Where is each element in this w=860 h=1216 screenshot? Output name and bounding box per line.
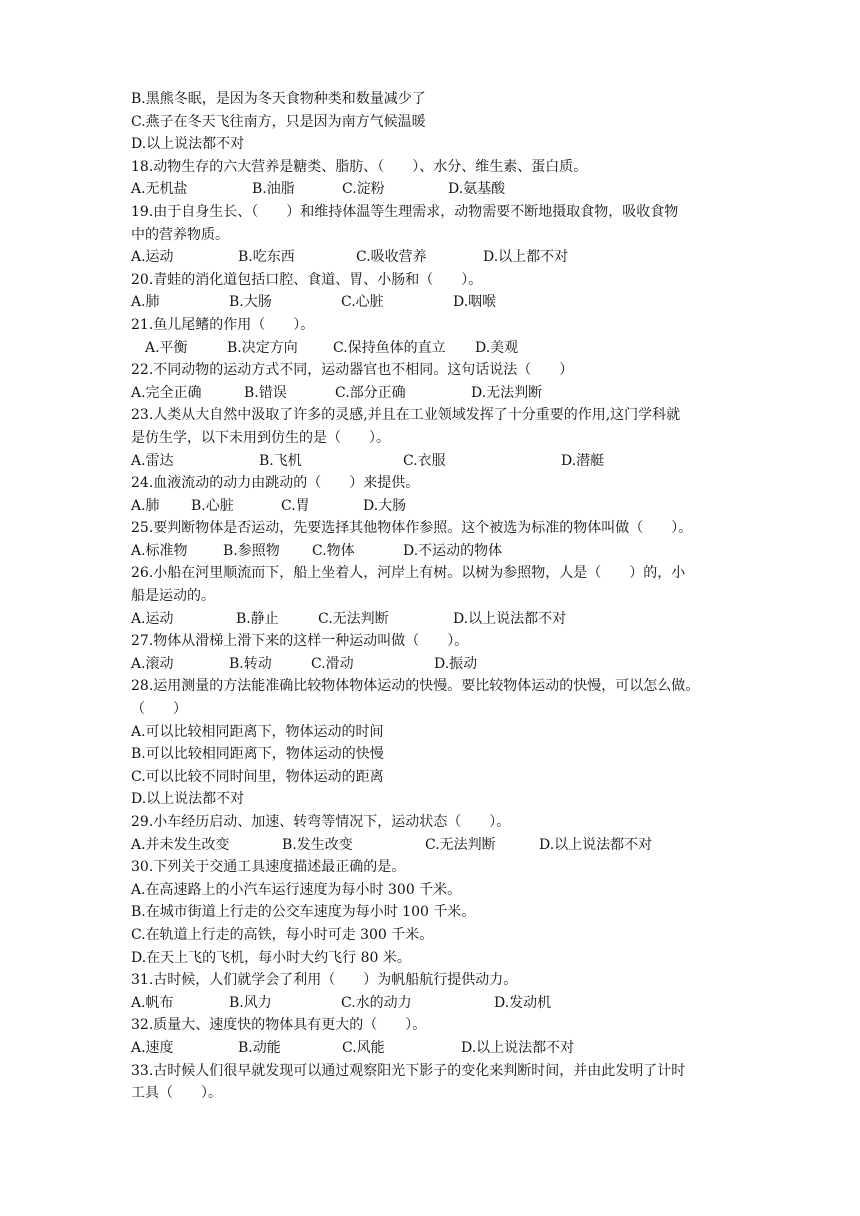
text-line: B.在城市街道上行走的公交车速度为每小时 100 千米。 <box>131 904 476 921</box>
answer-option: B.飞机 <box>259 452 302 469</box>
answer-option: B.风力 <box>229 994 272 1011</box>
text-line: D.以上说法都不对 <box>131 136 245 153</box>
answer-option: D.无法判断 <box>471 384 543 401</box>
answer-option: D.大肠 <box>363 497 407 514</box>
options-line <box>131 608 731 631</box>
text-line: 工具（ ）。 <box>131 1085 222 1102</box>
options-line <box>131 450 731 473</box>
answer-option: C.部分正确 <box>335 384 406 401</box>
answer-option: D.咽喉 <box>453 294 497 311</box>
answer-option: D.振动 <box>434 655 478 672</box>
answer-option: D.以上说法都不对 <box>461 1039 575 1056</box>
answer-option: B.大肠 <box>229 294 272 311</box>
answer-option: B.油脂 <box>252 181 295 198</box>
answer-option: C.水的动力 <box>341 994 412 1011</box>
text-line: C.燕子在冬天飞往南方，只是因为南方气候温暖 <box>131 113 426 130</box>
text-line: C.可以比较不同时间里，物体运动的距离 <box>131 768 384 785</box>
text-line: D.以上说法都不对 <box>131 791 245 808</box>
options-line <box>131 540 731 563</box>
answer-option: C.风能 <box>342 1039 385 1056</box>
answer-option: A.平衡 <box>145 339 188 356</box>
answer-option: A.完全正确 <box>131 384 202 401</box>
options-line <box>131 495 731 518</box>
text-line: 30.下列关于交通工具速度描述最正确的是。 <box>131 859 406 876</box>
question-list <box>131 88 731 1105</box>
answer-option: B.动能 <box>238 1039 281 1056</box>
text-line: （ ） <box>131 701 187 718</box>
answer-option: B.错误 <box>244 384 287 401</box>
text-line: 32.质量大、速度快的物体具有更大的（ ）。 <box>131 1017 427 1034</box>
options-line <box>131 337 731 360</box>
answer-option: C.淀粉 <box>342 181 385 198</box>
text-line: 19.由于自身生长、（ ）和维持体温等生理需求，动物需要不断地摄取食物，吸收食物 <box>131 203 679 220</box>
answer-option: C.保持鱼体的直立 <box>333 339 446 356</box>
answer-option: C.心脏 <box>341 294 384 311</box>
answer-option: A.帆布 <box>131 994 174 1011</box>
text-line: 25.要判断物体是否运动，先要选择其他物体作参照。这个被选为标准的物体叫做（ ）。 <box>131 520 693 537</box>
options-line <box>131 382 731 405</box>
answer-option: C.胃 <box>281 497 310 514</box>
options-line <box>131 246 731 269</box>
options-line <box>131 834 731 857</box>
answer-option: C.无法判断 <box>425 836 496 853</box>
answer-option: D.发动机 <box>494 994 552 1011</box>
answer-option: A.标准物 <box>131 542 188 559</box>
options-line <box>131 653 731 676</box>
text-line: 23.人类从大自然中汲取了许多的灵感,并且在工业领域发挥了十分重要的作用,这门学科就 <box>131 407 681 424</box>
answer-option: A.速度 <box>131 1039 174 1056</box>
answer-option: C.无法判断 <box>318 610 389 627</box>
answer-option: B.参照物 <box>223 542 280 559</box>
options-line <box>131 178 731 201</box>
answer-option: D.以上都不对 <box>483 249 569 266</box>
text-line: B.可以比较相同距离下，物体运动的快慢 <box>131 746 384 763</box>
text-line: 31.古时候，人们就学会了利用（ ）为帆船航行提供动力。 <box>131 972 518 989</box>
text-line: A.可以比较相同距离下，物体运动的时间 <box>131 723 384 740</box>
answer-option: A.运动 <box>131 610 174 627</box>
answer-option: C.物体 <box>312 542 355 559</box>
answer-option: B.决定方向 <box>227 339 298 356</box>
text-line: D.在天上飞的飞机，每小时大约飞行 80 米。 <box>131 949 411 966</box>
text-line: 是仿生学，以下未用到仿生的是（ ）。 <box>131 429 390 446</box>
answer-option: A.滚动 <box>131 655 174 672</box>
answer-option: A.雷达 <box>131 452 174 469</box>
answer-option: D.美观 <box>475 339 519 356</box>
answer-option: A.并未发生改变 <box>131 836 230 853</box>
answer-option: A.运动 <box>131 249 174 266</box>
text-line: 中的营养物质。 <box>131 226 229 243</box>
answer-option: D.潜艇 <box>561 452 605 469</box>
text-line: 18.动物生存的六大营养是糖类、脂肪、（ ）、水分、维生素、蛋白质。 <box>131 158 588 175</box>
text-line: B.黑熊冬眠，是因为冬天食物种类和数量减少了 <box>131 91 426 107</box>
text-line: 22.不同动物的运动方式不同，运动器官也不相同。这句话说法（ ） <box>131 362 574 379</box>
text-line: 33.古时候人们很早就发现可以通过观察阳光下影子的变化来判断时间，并由此发明了计时 <box>131 1062 686 1079</box>
text-line: 26.小船在河里顺流而下，船上坐着人，河岸上有树。以树为参照物，人是（ ）的，小 <box>131 565 686 582</box>
answer-option: A.无机盐 <box>131 181 188 198</box>
answer-option: B.发生改变 <box>282 836 353 853</box>
text-line: 21.鱼儿尾鳍的作用（ ）。 <box>131 316 315 333</box>
answer-option: D.以上说法都不对 <box>453 610 567 627</box>
text-line: 29.小车经历启动、加速、转弯等情况下，运动状态（ ）。 <box>131 814 511 830</box>
text-line: 27.物体从滑梯上滑下来的这样一种运动叫做（ ）。 <box>131 633 469 650</box>
options-line <box>131 291 731 314</box>
text-line: 28.运用测量的方法能准确比较物体物体运动的快慢。要比较物体运动的快慢，可以怎么做。 <box>131 678 700 695</box>
answer-option: C.吸收营养 <box>356 249 427 266</box>
answer-option: D.氨基酸 <box>448 181 506 198</box>
text-line: 24.血液流动的动力由跳动的（ ）来提供。 <box>131 475 420 492</box>
answer-option: B.吃东西 <box>238 249 295 266</box>
options-line <box>131 992 731 1015</box>
answer-option: B.静止 <box>236 610 279 627</box>
text-line: C.在轨道上行走的高铁，每小时可走 300 千米。 <box>131 926 434 943</box>
options-line <box>131 1037 731 1060</box>
text-line: 船是运动的。 <box>131 588 215 605</box>
answer-option: A.肺 <box>131 294 160 311</box>
text-line: A.在高速路上的小汽车运行速度为每小时 300 千米。 <box>131 881 462 898</box>
text-line: 20.青蛙的消化道包括口腔、食道、胃、小肠和（ ）。 <box>131 271 483 288</box>
answer-option: A.肺 <box>131 497 160 514</box>
answer-option: C.衣服 <box>403 452 446 469</box>
answer-option: D.不运动的物体 <box>403 542 503 559</box>
answer-option: B.心脏 <box>191 497 234 514</box>
answer-option: B.转动 <box>229 655 272 672</box>
answer-option: D.以上说法都不对 <box>539 836 653 853</box>
answer-option: C.滑动 <box>311 655 354 672</box>
